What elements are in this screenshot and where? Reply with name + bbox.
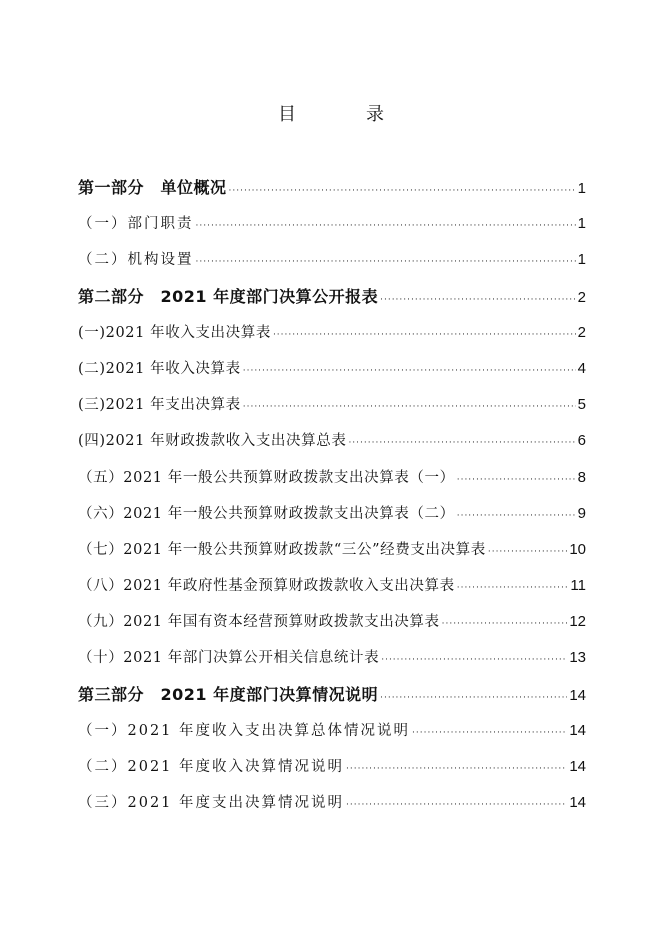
toc-entry[interactable]	[78, 568, 586, 604]
toc-entry[interactable]	[78, 532, 586, 568]
toc-part-entry[interactable]	[78, 170, 586, 206]
toc-dot-leader	[196, 208, 576, 242]
toc-page-number: 1	[577, 180, 586, 197]
toc-page-number: 8	[577, 468, 586, 486]
toc-entry-label: （一）部门职责	[78, 216, 194, 233]
toc-entry[interactable]	[78, 206, 586, 242]
toc-entry[interactable]	[78, 460, 586, 496]
toc-dot-leader	[196, 244, 576, 278]
toc-entry-label: (三)2021 年支出决算表	[78, 397, 241, 414]
toc-entry-label: (二)2021 年收入决算表	[78, 360, 241, 377]
toc-page-number: 2	[577, 288, 586, 306]
toc-dot-leader	[457, 570, 569, 604]
toc-entry-label: （七）2021 年一般公共预算财政拨款“三公”经费支出决算表	[78, 541, 486, 558]
toc-dot-leader	[243, 353, 576, 387]
toc-entry-label: （六）2021 年一般公共预算财政拨款支出决算表（二）	[78, 505, 455, 522]
toc-entry-label: （十）2021 年部门决算公开相关信息统计表	[78, 650, 380, 667]
toc-dot-leader	[243, 389, 576, 423]
toc-page-number: 11	[570, 577, 586, 595]
toc-page-number: 12	[569, 613, 586, 631]
toc-entry[interactable]	[78, 423, 586, 459]
toc-entry-label: 第一部分 单位概况	[78, 178, 227, 197]
toc-page-number: 9	[577, 504, 586, 522]
toc-page-number: 14	[569, 721, 586, 739]
toc-page-number: 5	[577, 396, 586, 414]
toc-page-number: 4	[577, 359, 586, 377]
toc-dot-leader	[273, 317, 576, 351]
toc-entry-label: (四)2021 年财政拨款收入支出决算总表	[78, 433, 347, 450]
toc-entry[interactable]	[78, 749, 586, 785]
toc-page-number: 1	[577, 251, 586, 269]
toc-dot-leader	[381, 642, 567, 676]
toc-entry-label: （三）2021 年度支出决算情况说明	[78, 795, 345, 812]
toc-page-number: 13	[569, 649, 586, 667]
toc-entry[interactable]	[78, 604, 586, 640]
toc-entry-label: 第三部分 2021 年度部门决算情况说明	[78, 684, 379, 704]
toc-page-number: 14	[569, 758, 586, 775]
toc-page-number: 6	[577, 432, 586, 450]
toc-part-entry[interactable]	[78, 677, 586, 713]
toc-page-number: 10	[569, 540, 586, 558]
toc-entry-label: （八）2021 年政府性基金预算财政拨款收入支出决算表	[78, 578, 455, 595]
toc-dot-leader	[346, 751, 567, 785]
toc-dot-leader	[457, 498, 576, 532]
toc-entry-label: （二）2021 年度收入决算情况说明	[78, 759, 345, 775]
toc-page-number: 2	[577, 323, 586, 341]
toc-entry-label: (一)2021 年收入支出决算表	[78, 324, 271, 341]
toc-dot-leader	[442, 606, 568, 640]
page-title: 目 录	[278, 104, 410, 125]
toc-dot-leader	[488, 534, 567, 568]
toc-entry[interactable]	[78, 315, 586, 351]
toc-page-number: 1	[577, 215, 586, 233]
toc-dot-leader	[346, 787, 567, 821]
toc-entry[interactable]	[78, 496, 586, 532]
toc-dot-leader	[380, 282, 576, 315]
toc-entry-label: （一）2021 年度收入支出决算总体情况说明	[78, 722, 411, 739]
toc-part-entry[interactable]	[78, 279, 586, 315]
toc-dot-leader	[380, 680, 567, 713]
toc-page-number: 14	[569, 686, 586, 704]
toc-dot-leader	[457, 462, 576, 496]
toc-entry[interactable]	[78, 387, 586, 423]
toc-entry[interactable]	[78, 785, 586, 821]
toc-dot-leader	[229, 173, 576, 206]
toc-entry[interactable]	[78, 242, 586, 278]
toc-entry-label: （九）2021 年国有资本经营预算财政拨款支出决算表	[78, 614, 440, 631]
table-of-contents	[78, 170, 586, 821]
toc-dot-leader	[412, 715, 567, 749]
toc-entry-label: （五）2021 年一般公共预算财政拨款支出决算表（一）	[78, 469, 455, 486]
toc-dot-leader	[348, 425, 575, 459]
toc-page-number: 14	[569, 794, 586, 812]
toc-entry-label: （二）机构设置	[78, 252, 194, 269]
toc-entry[interactable]	[78, 351, 586, 387]
toc-entry[interactable]	[78, 640, 586, 676]
toc-entry[interactable]	[78, 713, 586, 749]
toc-entry-label: 第二部分 2021 年度部门决算公开报表	[78, 286, 379, 306]
